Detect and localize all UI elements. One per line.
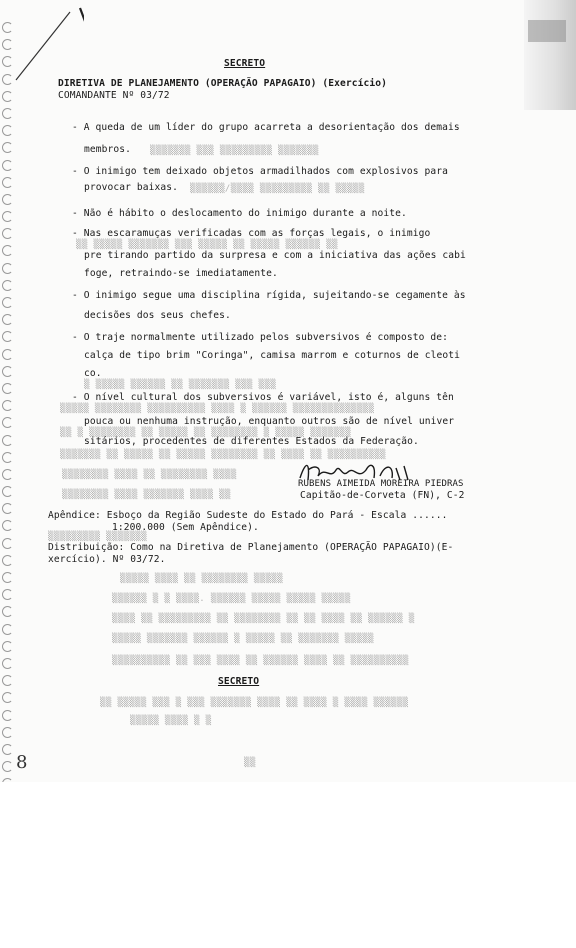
distribution-line-1: Distribuição: Como na Diretiva de Planejamento (OPERAÇÃO PAPAGAIO)(E- [48, 542, 454, 553]
binder-hole [2, 211, 13, 222]
binder-hole [2, 383, 13, 394]
item-5-line-2: decisões dos seus chefes. [84, 310, 231, 321]
binder-hole [2, 538, 13, 549]
corner-pen-stroke [14, 2, 84, 82]
smudge-text: ▒▒▒▒▒▒/▒▒▒▒ ▒▒▒▒▒▒▒▒▒ ▒▒ ▒▒▒▒▒ [190, 184, 365, 194]
item-2-line-1: - O inimigo tem deixado objetos armadilhados com explosivos para [72, 166, 449, 177]
binder-hole [2, 297, 13, 308]
smudge-text: ▒▒▒▒▒▒▒ ▒▒▒ ▒▒▒▒▒▒▒▒▒ ▒▒▒▒▒▒▒ [150, 146, 319, 156]
binder-holes [2, 22, 16, 792]
binder-hole [2, 194, 13, 205]
item-1-line-2: membros. [84, 144, 132, 155]
binder-hole [2, 486, 13, 497]
binder-hole [2, 606, 13, 617]
binder-hole [2, 761, 13, 772]
binder-hole [2, 142, 13, 153]
smudge-text: ▒▒▒▒▒▒▒▒ ▒▒▒▒ ▒▒▒▒▒▒▒ ▒▒▒▒ ▒▒ [62, 490, 231, 500]
item-7-line-3: sitários, procedentes de diferentes Estados da Federação. [84, 436, 419, 447]
binder-hole [2, 589, 13, 600]
binder-hole [2, 572, 13, 583]
item-4-line-3: foge, retraindo-se imediatamente. [84, 268, 278, 279]
classification-bottom: SECRETO [218, 676, 260, 687]
item-6-line-2: calça de tipo brim "Coringa", camisa marrom e coturnos de cleoti [84, 350, 461, 361]
smudge-text: ▒▒▒▒▒ ▒▒▒▒▒▒▒ ▒▒▒▒▒▒ ▒ ▒▒▒▒▒ ▒▒ ▒▒▒▒▒▒▒ ▒▒▒▒▒ [112, 634, 374, 644]
page-edge-shadow [524, 0, 576, 110]
smudge-text: ▒ ▒▒▒▒▒ ▒▒▒▒▒▒ ▒▒ ▒▒▒▒▒▒▒ ▒▒▒ ▒▒▒ [84, 380, 277, 390]
binder-hole [2, 555, 13, 566]
appendix-line-2: 1:200.000 (Sem Apêndice). [112, 522, 259, 533]
item-2-line-2: provocar baixas. [84, 182, 179, 193]
binder-hole [2, 22, 13, 33]
smudge-text: ▒▒▒▒▒▒▒▒▒ ▒▒▒▒▒▒▒ [48, 532, 147, 542]
smudge-text: ▒▒▒▒ ▒▒ ▒▒▒▒▒▒▒▒▒ ▒▒ ▒▒▒▒▒▒▒▒ ▒▒ ▒▒ ▒▒▒▒ ▒▒ ▒▒▒▒▒▒ ▒ [112, 614, 415, 624]
item-6-line-3: co. [84, 368, 102, 379]
binder-hole [2, 641, 13, 652]
smudge-text: ▒▒ ▒▒▒▒▒ ▒▒▒▒▒▒▒ ▒▒▒ ▒▒▒▒▒ ▒▒ ▒▒▒▒▒ ▒▒▒▒▒▒ ▒▒ [76, 240, 338, 250]
classification-top: SECRETO [224, 58, 266, 69]
document-title: DIRETIVA DE PLANEJAMENTO (OPERAÇÃO PAPAGAIO) (Exercício) [58, 78, 388, 89]
binder-hole [2, 56, 13, 67]
binder-hole [2, 658, 13, 669]
item-1-line-1: - A queda de um líder do grupo acarreta a desorientação dos demais [72, 122, 460, 133]
binder-hole [2, 469, 13, 480]
binder-hole [2, 177, 13, 188]
binder-hole [2, 280, 13, 291]
binder-hole [2, 314, 13, 325]
smudge-text: ▒▒ ▒ ▒▒▒▒▒▒▒▒ ▒▒ ▒▒▒▒▒ ▒▒ ▒▒▒▒▒▒▒▒ ▒ ▒▒▒▒▒ ▒▒▒▒▒▒▒ [60, 428, 351, 438]
binder-hole [2, 400, 13, 411]
smudge-text: ▒▒▒▒▒ ▒▒▒▒▒▒▒▒ ▒▒▒▒▒▒▒▒▒▒ ▒▒▒▒ ▒ ▒▒▒▒▒▒ ▒▒▒▒▒▒▒▒▒▒▒▒▒▒ [60, 404, 375, 414]
binder-hole [2, 417, 13, 428]
smudge-text: ▒▒ ▒▒▒▒▒ ▒▒▒ ▒ ▒▒▒ ▒▒▒▒▒▒▒ ▒▒▒▒ ▒▒ ▒▒▒▒ ▒ ▒▒▒▒ ▒▒▒▒▒▒ [100, 698, 409, 708]
binder-hole [2, 503, 13, 514]
binder-hole [2, 520, 13, 531]
binder-hole [2, 349, 13, 360]
smudge-text: ▒▒▒▒▒▒ ▒ ▒ ▒▒▒▒. ▒▒▒▒▒▒ ▒▒▒▒▒ ▒▒▒▒▒ ▒▒▒▒▒ [112, 594, 351, 604]
binder-hole [2, 727, 13, 738]
smudge-text: ▒▒▒▒▒▒▒▒▒▒ ▒▒ ▒▒▒ ▒▒▒▒ ▒▒ ▒▒▒▒▒▒ ▒▒▒▒ ▒▒ ▒▒▒▒▒▒▒▒▒▒ [112, 656, 409, 666]
smudge-text: ▒▒▒▒▒▒▒ ▒▒ ▒▒▒▒▒ ▒▒ ▒▒▒▒▒ ▒▒▒▒▒▒▒▒ ▒▒ ▒▒▒▒ ▒▒ ▒▒▒▒▒▒▒▒▒▒ [60, 450, 386, 460]
item-4-line-2: pre tirando partido da surpresa e com a iniciativa das ações cabi [84, 250, 466, 261]
binder-hole [2, 692, 13, 703]
binder-hole [2, 263, 13, 274]
margin-handwritten-mark: 8 [16, 752, 28, 773]
binder-hole [2, 624, 13, 635]
binder-hole [2, 160, 13, 171]
binder-hole [2, 108, 13, 119]
binder-hole [2, 228, 13, 239]
item-5-line-1: - O inimigo segue uma disciplina rígida, sujeitando-se cegamente às [72, 290, 466, 301]
binder-hole [2, 91, 13, 102]
signer-rank: Capitão-de-Corveta (FN), C-2 [300, 490, 465, 501]
binder-hole [2, 125, 13, 136]
binder-hole [2, 710, 13, 721]
smudge-text: ▒▒▒▒▒ ▒▒▒▒ ▒▒ ▒▒▒▒▒▒▒▒ ▒▒▒▒▒ [120, 574, 283, 584]
distribution-line-2: xercício). Nº 03/72. [48, 554, 166, 565]
blank-scan-area [0, 782, 576, 948]
page-number-faded: ▒▒ [244, 758, 256, 768]
item-7-line-2: pouca ou nenhuma instrução, enquanto outros são de nível univer [84, 416, 455, 427]
smudge-text: ▒▒▒▒▒▒▒▒ ▒▒▒▒ ▒▒ ▒▒▒▒▒▒▒▒ ▒▒▒▒ [62, 470, 237, 480]
smudge-text: ▒▒▒▒▒ ▒▒▒▒ ▒ ▒ [130, 716, 212, 726]
binder-hole [2, 366, 13, 377]
binder-hole [2, 74, 13, 85]
item-3-line-1: - Não é hábito o deslocamento do inimigo durante a noite. [72, 208, 407, 219]
binder-hole [2, 744, 13, 755]
item-4-line-1: - Nas escaramuças verificadas com as forças legais, o inimigo [72, 228, 431, 239]
binder-hole [2, 452, 13, 463]
binder-hole [2, 245, 13, 256]
binder-hole [2, 675, 13, 686]
binder-hole [2, 331, 13, 342]
signer-name: RUBENS AIMEIDA MOREIRA PIEDRAS [298, 479, 464, 489]
item-6-line-1: - O traje normalmente utilizado pelos subversivos é composto de: [72, 332, 449, 343]
page-edge-stain [528, 20, 566, 42]
item-7-line-1: - O nível cultural dos subversivos é variável, isto é, alguns tên [72, 392, 454, 403]
document-subtitle: COMANDANTE Nº 03/72 [58, 90, 170, 101]
appendix-line-1: Apêndice: Esboço da Região Sudeste do Estado do Pará - Escala ...... [48, 510, 448, 521]
binder-hole [2, 435, 13, 446]
binder-hole [2, 39, 13, 50]
